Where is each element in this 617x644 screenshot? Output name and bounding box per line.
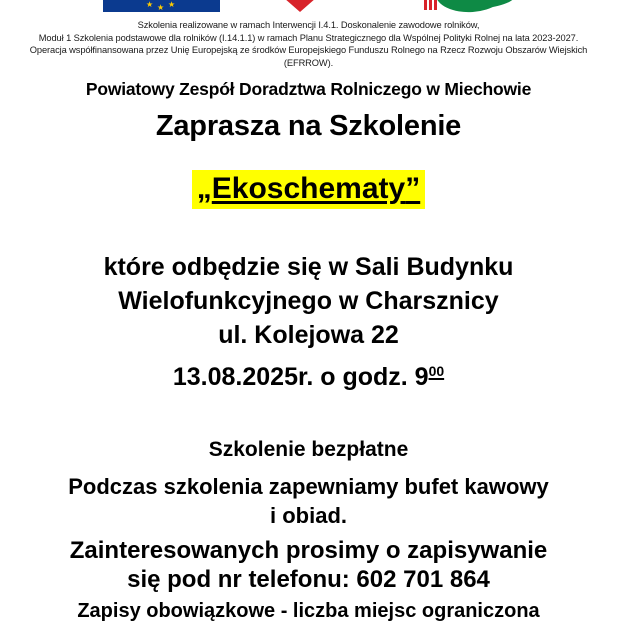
event-time-minutes: 00 (428, 363, 445, 379)
signup-phone-line: się pod nr telefonu: 602 701 864 (127, 566, 490, 593)
free-training-notice: Szkolenie bezpłatne (208, 438, 409, 461)
funding-line-2: Moduł 1 Szkolenia podstawowe dla rolników (I.14.1.1) w ramach Planu Strategicznego dla Wspólnej Polityki Rolnej na lata 2023-2027. (38, 32, 579, 43)
logo-strip (0, 0, 617, 12)
signup-line-1: Zainteresowanych prosimy o zapisywanie (69, 537, 548, 564)
event-datetime (0, 363, 617, 392)
funding-line-4: (EFRROW). (283, 57, 334, 68)
topic-close-quote: ” (405, 172, 421, 205)
event-date-main: 13.08.2025r. o godz. 9 (172, 363, 429, 391)
venue-line-1: które odbędzie się w Sali Budynku (103, 253, 514, 281)
funding-disclaimer (0, 19, 617, 69)
mandatory-signup-notice: Zapisy obowiązkowe - liczba miejsc ograniczona (77, 600, 540, 622)
poland-emblem-icon (284, 0, 316, 12)
training-topic-highlight (192, 170, 425, 209)
topic-open-quote: „ (196, 172, 212, 205)
funding-line-1: Szkolenia realizowane w ramach Interwencji I.4.1. Doskonalenie zawodowe rolników, (137, 20, 480, 30)
organization-name: Powiatowy Zespół Doradztwa Rolniczego w Miechowie (85, 79, 532, 99)
venue-address: ul. Kolejowa 22 (218, 321, 399, 349)
funding-line-3: Operacja współfinansowana przez Unię Europejską ze środków Europejskiego Funduszu Rolnego na Rzecz Rozwoju Obszarów Wiejskich (29, 45, 588, 56)
ministry-agriculture-icon (420, 0, 540, 12)
venue-line-2: Wielofunkcyjnego w Charsznicy (118, 287, 499, 315)
topic-title: Ekoschematy (211, 172, 406, 205)
invitation-heading: Zaprasza na Szkolenie (155, 110, 462, 142)
buffet-line-1: Podczas szkolenia zapewniamy bufet kawowy (68, 474, 549, 499)
training-topic (0, 170, 617, 209)
buffet-line-2: i obiad. (270, 503, 347, 528)
eu-flag-icon: ★ ★ ★ (103, 0, 220, 12)
